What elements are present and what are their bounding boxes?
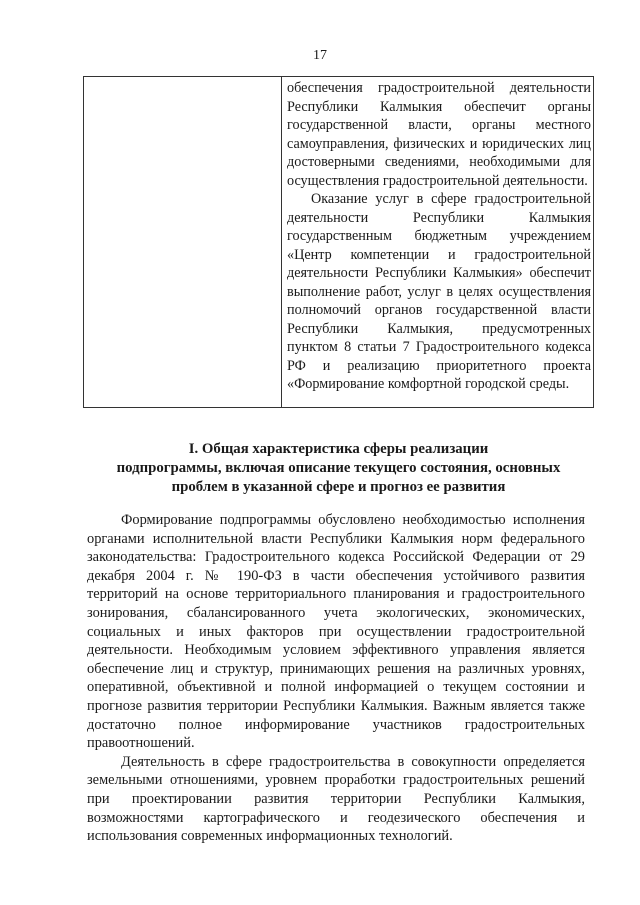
body-paragraph: Формирование подпрограммы обусловлено необходимостью исполнения органами исполнительной власти Республики Калмыкия норм федерального законодательства: Градостроительного кодекса Российской Федерации от 29 декабря 2004 г. № 190-ФЗ в части обеспечения устойчивого развития территорий на основе территориального планирования и градостроительного зонирования, сбалансированного учета экологических, экономических, социальных и иных факторов при осуществлении градостроительной деятельности. Необходимым условием эффективного управления является обеспечение лиц и структур, принимающих решения на различных уровнях, оперативной, объективной и полной информацией о текущем состоянии и прогнозе развития территории Республики Калмыкия. Важным является также достаточно полное информирование участников градостроительных правоотношений. (87, 512, 585, 752)
table-cell-paragraph: Оказание услуг в сфере градостроительной деятельности Республики Калмыкия государственным бюджетным учреждением «Центр компетенции и градостроительной деятельности Республики Калмыкия» обеспечит выполнение работ, услуг в целях осуществления полномочий органов государственной власти Республики Калмыкия, предусмотренных пунктом 8 статьи 7 Градостроительного кодекса РФ и реализацию приоритетного проекта «Формирование комфортной городской среды. (287, 191, 591, 392)
heading-line: проблем в указанной сфере и прогноз ее развития (171, 479, 506, 495)
page-number: 17 (313, 48, 327, 63)
table-right-cell (287, 79, 591, 394)
body-paragraph: Деятельность в сфере градостроительства в совокупности определяется земельными отношениями, уровнем проработки градостроительных решений при проектировании развития территории Республики Калмыкия, возможностями картографического и геодезического обеспечения и использования современных информационных технологий. (87, 753, 585, 845)
program-table (83, 76, 594, 408)
heading-line: подпрограммы, включая описание текущего состояния, основных (116, 460, 561, 476)
table-column-divider (281, 77, 282, 407)
table-cell-paragraph: обеспечения градостроительной деятельности Республики Калмыкия обеспечит органы государственной власти, органы местного самоуправления, физических и юридических лиц достоверными сведениями, необходимыми для осуществления градостроительной деятельности. (287, 80, 591, 189)
section-heading (83, 440, 594, 497)
heading-line: I. Общая характеристика сферы реализации (188, 441, 489, 457)
section-body (87, 511, 585, 846)
